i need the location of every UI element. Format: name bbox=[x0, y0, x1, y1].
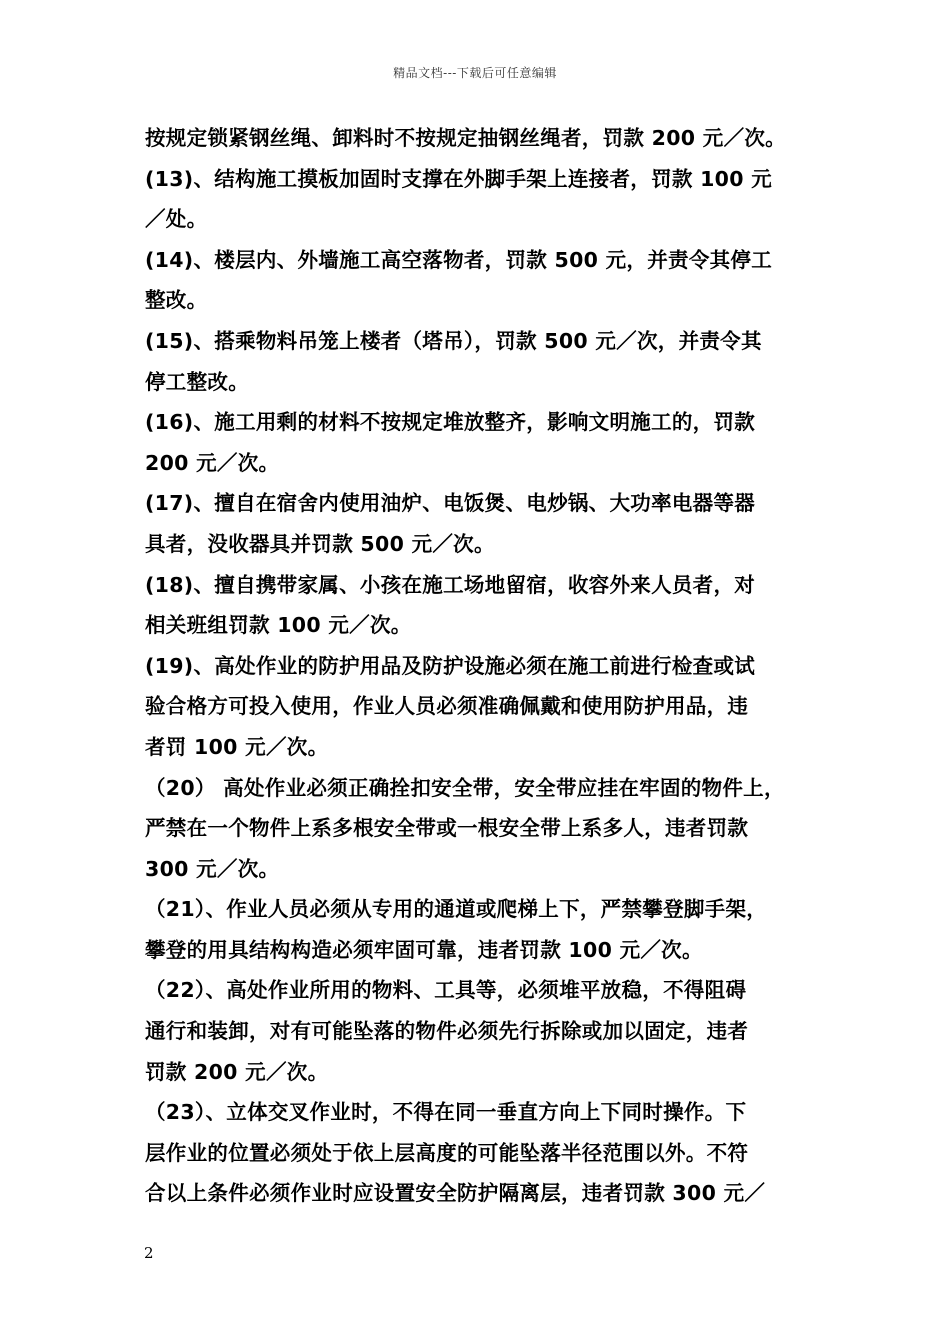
text-line: ／处。 bbox=[145, 207, 208, 232]
text-line: 罚款 200 元／次。 bbox=[145, 1059, 329, 1084]
text-line: (18)、擅自携带家属、小孩在施工场地留宿，收容外来人员者，对 bbox=[145, 572, 756, 597]
text-line: 层作业的位置必须处于依上层高度的可能坠落半径范围以外。不符 bbox=[145, 1140, 749, 1165]
text-line: (17)、擅自在宿舍内使用油炉、电饭煲、电炒锅、大功率电器等器 bbox=[145, 491, 756, 516]
text-line: (19)、高处作业的防护用品及防护设施必须在施工前进行检查或试 bbox=[145, 653, 756, 678]
text-line: 合以上条件必须作业时应设置安全防护隔离层，违者罚款 300 元／ bbox=[145, 1181, 766, 1206]
text-line: 停工整改。 bbox=[145, 369, 249, 394]
text-line: 按规定锁紧钢丝绳、卸料时不按规定抽钢丝绳者，罚款 200 元／次。 bbox=[145, 126, 786, 150]
text-line: 整改。 bbox=[145, 288, 208, 313]
text-line: 严禁在一个物件上系多根安全带或一根安全带上系多人，违者罚款 bbox=[145, 816, 749, 841]
text-line: （22）、高处作业所用的物料、工具等，必须堆平放稳，不得阻碍 bbox=[145, 978, 747, 1003]
text-line: 者罚 100 元／次。 bbox=[145, 734, 329, 759]
text-line: （23）、立体交叉作业时，不得在同一垂直方向上下同时操作。下 bbox=[145, 1100, 747, 1125]
text-line: (13)、结构施工摸板加固时支撑在外脚手架上连接者，罚款 100 元 bbox=[145, 166, 773, 191]
page-header: 精品文档---下载后可任意编辑 bbox=[393, 66, 557, 80]
document-body bbox=[145, 118, 825, 1214]
text-line: 具者，没收器具并罚款 500 元／次。 bbox=[145, 531, 495, 556]
text-line: 相关班组罚款 100 元／次。 bbox=[145, 613, 412, 638]
page-number: 2 bbox=[144, 1244, 154, 1262]
text-line: 通行和装卸，对有可能坠落的物件必须先行拆除或加以固定，违者 bbox=[145, 1019, 749, 1044]
text-line: （21）、作业人员必须从专用的通道或爬梯上下，严禁攀登脚手架， bbox=[145, 897, 768, 922]
text-line: (14)、楼层内、外墙施工高空落物者，罚款 500 元，并责令其停工 bbox=[145, 247, 773, 272]
text-line: (15)、搭乘物料吊笼上楼者（塔吊），罚款 500 元／次，并责令其 bbox=[145, 328, 762, 353]
text-line: （20） 高处作业必须正确拴扣安全带，安全带应挂在牢固的物件上， bbox=[145, 775, 785, 800]
text-line: 200 元／次。 bbox=[145, 450, 280, 475]
text-line: 验合格方可投入使用，作业人员必须准确佩戴和使用防护用品，违 bbox=[145, 694, 749, 719]
text-line: 300 元／次。 bbox=[145, 856, 280, 881]
text-line: (16)、施工用剩的材料不按规定堆放整齐，影响文明施工的，罚款 bbox=[145, 410, 756, 435]
text-line: 攀登的用具结构构造必须牢固可靠，违者罚款 100 元／次。 bbox=[145, 937, 703, 962]
